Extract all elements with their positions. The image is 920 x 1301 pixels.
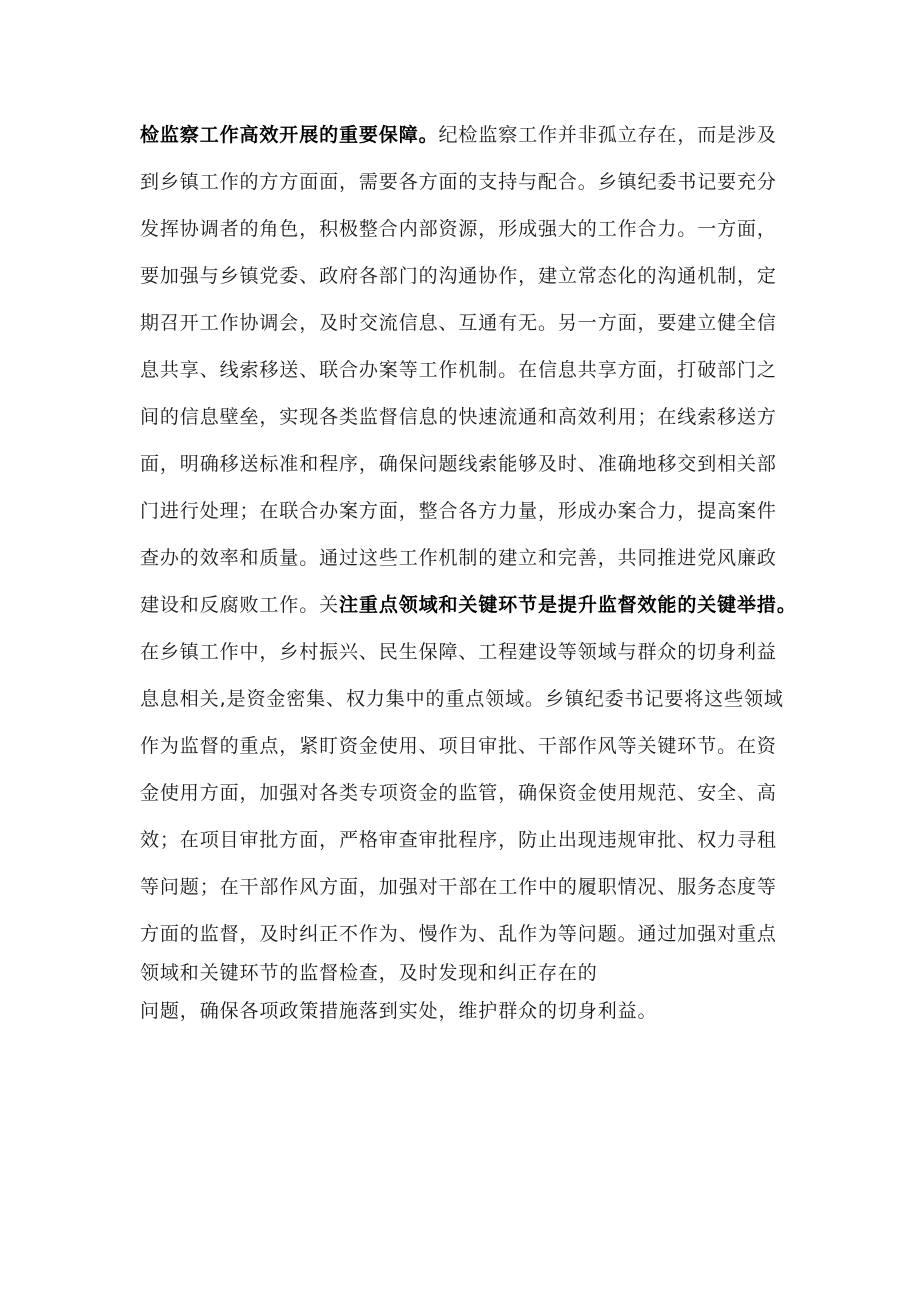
- text-segment: 要加强与乡镇党委、政府各部门的沟通协作，建立常态化的沟通机制，定: [140, 265, 777, 287]
- text-segment: 等问题；在干部作风方面，加强对干部在工作中的履职情况、服务态度等: [140, 876, 777, 898]
- text-line: [140, 676, 800, 723]
- text-segment: 面，明确移送标准和程序，确保问题线索能够及时、准确地移交到相关部: [140, 453, 777, 475]
- text-segment: 在乡镇工作中，乡村振兴、民生保障、工程建设等领域与群众的切身利益: [140, 641, 777, 663]
- text-segment: 到乡镇工作的方方面面，需要各方面的支持与配合。乡镇纪委书记要充分: [140, 171, 777, 193]
- text-segment: 查办的效率和质量。通过这些工作机制的建立和完善，共同推进党风廉政: [140, 547, 777, 569]
- text-segment: 效；在项目审批方面，严格审查审批程序，防止出现违规审批、权力寻租: [140, 829, 777, 851]
- text-line: [140, 535, 800, 582]
- text-line: [140, 488, 800, 535]
- text-line: [140, 723, 800, 770]
- text-line: [140, 582, 800, 629]
- text-segment: 方面的监督，及时纠正不作为、慢作为、乱作为等问题。通过加强对重点: [140, 923, 777, 945]
- text-line: [140, 253, 800, 300]
- text-segment: 息共享、线索移送、联合办案等工作机制。在信息共享方面，打破部门之: [140, 359, 777, 381]
- text-line: [140, 347, 800, 394]
- text-line: [140, 206, 800, 253]
- text-line: [140, 958, 800, 988]
- text-line: [140, 159, 800, 206]
- bold-text-segment: 检监察工作高效开展的重要保障。: [140, 124, 439, 146]
- text-segment: 间的信息壁垒，实现各类监督信息的快速流通和高效利用；在线索移送方: [140, 406, 777, 428]
- body-paragraph: [140, 112, 800, 1035]
- bold-text-segment: 注重点领域和关键环节是提升监督效能的关键举措。: [339, 594, 797, 616]
- text-segment: 问题，确保各项政策措施落到实处，维护群众的切身利益。: [140, 1000, 658, 1022]
- text-line: [140, 988, 800, 1035]
- text-segment: 作为监督的重点，紧盯资金使用、项目审批、干部作风等关键环节。在资: [140, 735, 777, 757]
- text-segment: 建设和反腐败工作。关: [140, 594, 340, 616]
- text-segment: 领域和关键环节的监督检查，及时发现和纠正存在的: [140, 962, 598, 984]
- text-segment: 金使用方面，加强对各类专项资金的监管，确保资金使用规范、安全、高: [140, 782, 777, 804]
- text-line: [140, 300, 800, 347]
- text-line: [140, 441, 800, 488]
- text-segment: 纪检监察工作并非孤立存在，而是涉及: [438, 124, 777, 146]
- text-segment: 门进行处理；在联合办案方面，整合各方力量，形成办案合力，提高案件: [140, 500, 777, 522]
- text-line: [140, 817, 800, 864]
- text-line: [140, 629, 800, 676]
- text-line: [140, 770, 800, 817]
- text-segment: 期召开工作协调会，及时交流信息、互通有无。另一方面，要建立健全信: [140, 312, 777, 334]
- text-segment: 发挥协调者的角色，积极整合内部资源，形成强大的工作合力。一方面，: [140, 218, 777, 240]
- text-line: [140, 112, 800, 159]
- text-line: [140, 864, 800, 911]
- text-segment: 息息相关,是资金密集、权力集中的重点领域。乡镇纪委书记要将这些领域: [140, 688, 784, 710]
- text-line: [140, 911, 800, 958]
- text-line: [140, 394, 800, 441]
